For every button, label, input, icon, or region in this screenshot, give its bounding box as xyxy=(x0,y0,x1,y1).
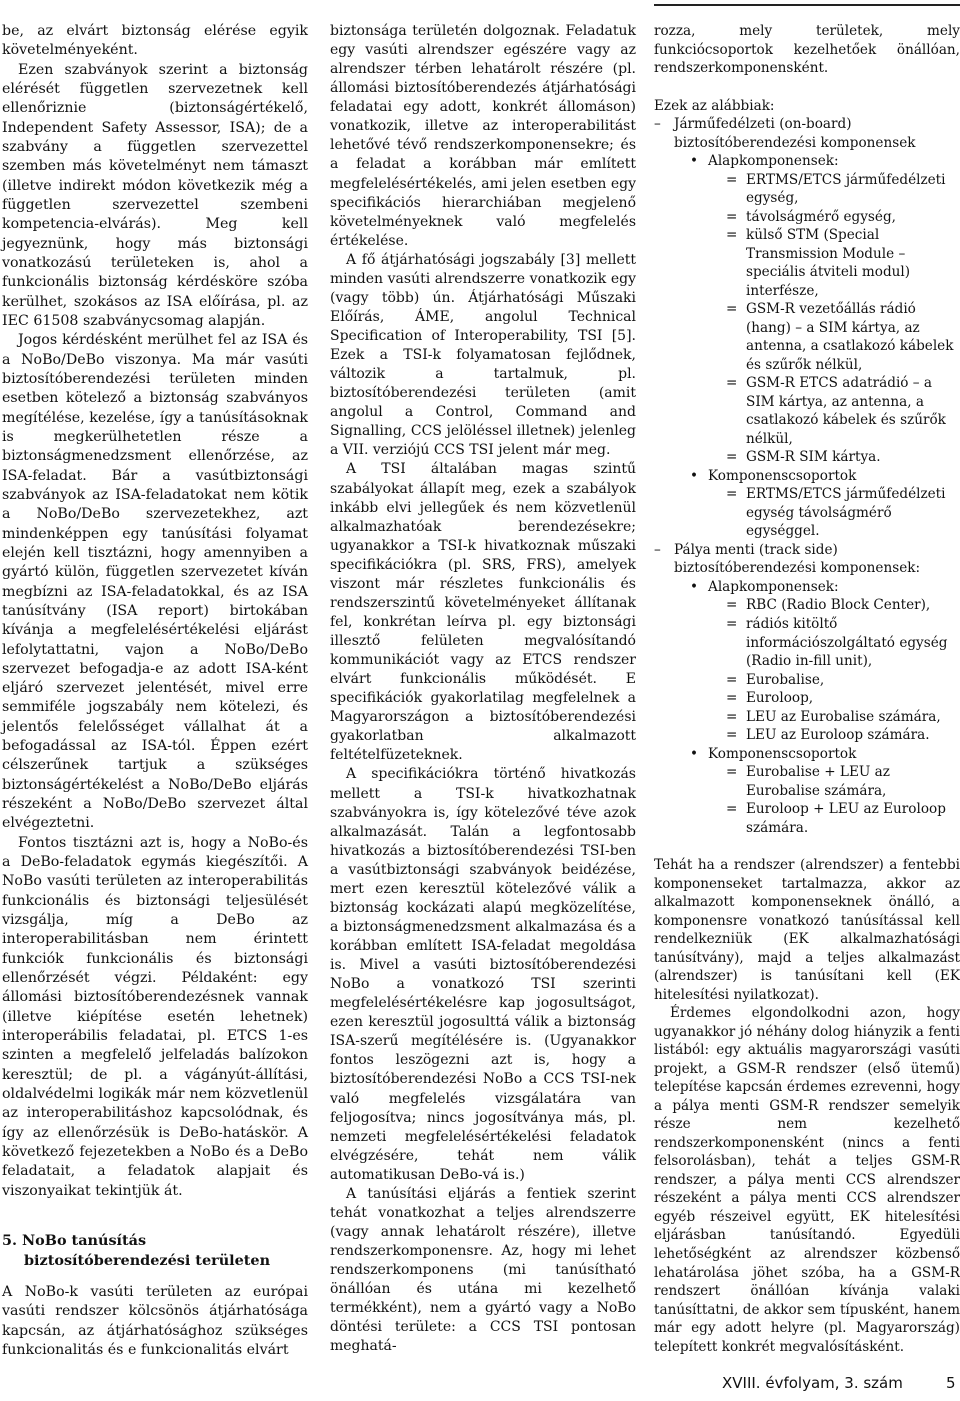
sublist xyxy=(708,596,960,744)
paragraph: Tehát ha a rendszer (alrendszer) a fentebbi komponenseket tartalmazza, akkor az alkalmazott komponenseknek önálló, a komponensre vonatkozó tanúsítással kell rendelkezniük (EK alkalmazhatósági tanúsítvány), majd a teljes alkalmazást (alrendszer) is tanúsítani kell (EK hitelesítési nyilatkozat). xyxy=(654,857,960,1003)
list-item xyxy=(726,300,960,374)
equals-marker: = xyxy=(726,727,738,744)
list-item xyxy=(690,152,960,467)
list-item xyxy=(726,708,960,727)
issue-label: XVIII. évfolyam, 3. szám xyxy=(722,1374,903,1392)
list-item xyxy=(726,448,960,467)
list-item-label: GSM-R vezetőállás rádió (hang) – a SIM kártya, az antenna, a csatlakozó kábelek és szűrők nélkül, xyxy=(746,301,954,373)
paragraph: Érdemes elgondolkodni azon, hogy ugyanakkor jó néhány dolog hiányzik a fenti listából: egy aktuális magyarországi vasúti projekt, a GSM-R rendszer (első ütemű) telepítése kapcsán érdemes ezrevenni, hogy a pálya menti GSM-R rendszer semelyik része nem kezelhető rendszerkomponensként (nincs a fenti felsorolásban), tehát a teljes GSM-R rendszer, a pálya menti CCS alrendszer részeként a pálya menti CCS alrendszer egyéb részeivel együtt, EK hitelesítési eljárásban tanúsítandó. Egyedüli lehetőségként az alrendszer közbenső lehatárolása jöhet szóba, ha a GSM-R rendszert önállóan kívánja valaki tanúsíttatni, de akkor sem típusként, hanem már egy adott helyre (pl. Magyarország) telepített konkrét megvalósításként. xyxy=(654,1005,960,1355)
list-item xyxy=(654,541,960,837)
list-item-label: ERTMS/ETCS járműfedélzeti egység, xyxy=(746,171,946,207)
list-item xyxy=(726,485,960,541)
bullet-marker: • xyxy=(690,153,699,170)
paragraph: Fontos tisztázni azt is, hogy a NoBo-és a DeBo-feladatok egymás kiegészítői. A NoBo vasúti területen az interoperabilitás funkcionális és biztonsági teljesülését vizsgálja, míg a DeBo az interoperabilitásban nem érintett funkciók funkcionális és biztonsági ellenőrzését végzi. Példaként: egy állomási biztosítóberendezésnek vannak (illetve kiépítése esetén lehetnek) interoperábilis feladatai, pl. ETCS 1-es szinten a megfelelő jelfeladás balízokon keresztül; de pl. a vágányút-állítási, oldalvédelmi logikák már nem közvetlenül az interoperabilitáshoz kapcsolódnak, és így az ellenőrzésük is DeBo-hatáskör. A következő fejezetekben a NoBo és a DeBo feladatait, a feladatok alapjait és viszonyaikat tekintjük át. xyxy=(2,834,308,1199)
equals-marker: = xyxy=(726,227,738,244)
sublist xyxy=(708,171,960,467)
paragraph: A TSI általában magas szintű szabályokat állapít meg, ezek a szabályok inkább elvi jellegűek és nem közvetlenül alkalmazhatóak berendezésekre; ugyanakkor a TSI-k hivatkoznak műszaki specifikációkra (pl. SRS, FRS), amelyek viszont már részletes funkcionális és rendszerszintű követelményeket állítanak fel, konkrétan leírva pl. egy biztonsági illesztő felületen megvalósítandó kommunikációt vagy az ETCS rendszer elvárt funkcionális működését. E specifikációk gyakorlatilag megfelelnek a Magyarországon a biztosítóberendezési gyakorlatban alkalmazott feltételfüzeteknek. xyxy=(330,461,636,764)
paragraph: biztonsága területén dolgoznak. Feladatuk egy vasúti alrendszer egészére vagy az alrendszer térben lehatárolt részére (pl. állomási biztosítóberendezés átjárhatósági feladatai egy adott, konkrét állomáson) vonatkozik, illetve az interoperabilitást lehetővé tévő rendszerkomponensekre; és a feladat a korábban már említett megfelelésértékelés, ami jelen esetben egy specifikációs hierarchiában megjelenő követelményeknek való megfelelés értékelése. xyxy=(330,23,636,249)
equals-marker: = xyxy=(726,449,738,466)
list-item xyxy=(690,467,960,541)
list-item xyxy=(726,171,960,208)
list-intro: Ezek az alábbiak: xyxy=(654,97,775,114)
column-2 xyxy=(330,22,636,1356)
list-item xyxy=(654,115,960,541)
dash-marker: – xyxy=(654,116,661,133)
equals-marker: = xyxy=(726,801,738,818)
equals-marker: = xyxy=(726,597,738,614)
equals-marker: = xyxy=(726,171,738,188)
equals-marker: = xyxy=(726,671,738,688)
sublist xyxy=(674,152,960,541)
equals-marker: = xyxy=(726,375,738,392)
list-item xyxy=(690,578,960,745)
equals-marker: = xyxy=(726,764,738,781)
list-item-label: Pálya menti (track side) biztosítóberendezési komponensek: xyxy=(674,541,921,577)
list-item-label: LEU az Euroloop számára. xyxy=(746,727,930,744)
list-item-label: Eurobalise, xyxy=(746,671,825,688)
list-item xyxy=(726,208,960,227)
list-item xyxy=(726,800,960,837)
list-item-label: GSM-R SIM kártya. xyxy=(746,449,881,466)
sublist xyxy=(708,485,960,541)
list-item-label: Komponenscsoportok xyxy=(708,745,857,762)
top-rule xyxy=(654,4,960,6)
list-item-label: RBC (Radio Block Center), xyxy=(746,597,931,614)
column-1 xyxy=(2,22,308,1360)
bullet-marker: • xyxy=(690,578,699,595)
column-3 xyxy=(654,22,960,1356)
bullet-marker: • xyxy=(690,467,699,484)
paragraph: rozza, mely területek, mely funkciócsoportok kezelhetőek önállóan, rendszerkomponensként. xyxy=(654,23,960,77)
list-item-label: Euroloop, xyxy=(746,690,814,707)
equals-marker: = xyxy=(726,486,738,503)
list-item xyxy=(726,596,960,615)
sublist xyxy=(674,578,960,837)
list-item-label: Alapkomponensek: xyxy=(708,578,839,595)
paragraph: A fő átjárhatósági jogszabály [3] mellett minden vasúti alrendszerre vonatkozik egy (vagy több) ún. Átjárhatósági Műszaki Előírás, ÁME, angolul Technical Specification of Interoperability, TSI [5]. Ezek a TSI-k folyamatosan fejlődnek, változik a tartalmuk, pl. biztosítóberendezési területen (amit angolul a Control, Command and Signalling, CCS jelöléssel illetnek) jelenleg a VII. verziójú CCS TSI jelent már meg. xyxy=(330,251,636,459)
dash-marker: – xyxy=(654,541,661,558)
list-item xyxy=(726,671,960,690)
section-heading: 5. NoBo tanúsítás biztosítóberendezési területen xyxy=(2,1232,271,1270)
list-item-label: távolságmérő egység, xyxy=(746,208,896,225)
page-number: 5 xyxy=(946,1374,956,1392)
list-item-label: GSM-R ETCS adatrádió – a SIM kártya, az antenna, a csatlakozó kábelek és szűrők nélkül, xyxy=(746,375,946,447)
list-item xyxy=(726,689,960,708)
list-item-label: Komponenscsoportok xyxy=(708,467,857,484)
list-item-label: külső STM (Special Transmission Module – speciális átviteli modul) interfésze, xyxy=(746,227,911,299)
sublist xyxy=(708,763,960,837)
list-item-label: Eurobalise + LEU az Eurobalise számára, xyxy=(746,764,890,799)
paragraph: A NoBo-k vasúti területen az európai vasúti rendszer kölcsönös átjárhatósága kapcsán, az átjárhatósághoz szükséges funkcionalitás és e funkcionalitás elvárt xyxy=(2,1284,308,1358)
list-item xyxy=(690,745,960,838)
equals-marker: = xyxy=(726,708,738,725)
list-item-label: Alapkomponensek: xyxy=(708,153,839,170)
bullet-marker: • xyxy=(690,745,699,762)
equals-marker: = xyxy=(726,208,738,225)
paragraph: Jogos kérdésként merülhet fel az ISA és a NoBo/DeBo viszonya. Ma már vasúti biztosítóberendezési területen minden esetben kötelező a biztonság szabványos megítélése, kezelése, így a tanúsításoknak is megkerülhetetlen része a biztonságmenedzsment ellenőrzése, az ISA-feladat. Bár a vasútbiztonsági szabványok az ISA-feladatokat nem kötik a NoBo/DeBo szervezetekhez, azt mindenképpen egy tanúsítási folyamat elején kell tisztázni, hogy amennyiben a gyártó külön, független szervezetet kíván megbízni az ISA-feladatokkal, és az ISA tanúsítvány (ISA report) birtokában kívánja a megfelelésértékelési eljárást lefolytattatni, vajon a NoBo/DeBo szervezet befogadja-e az adott ISA-ként eljáró szervezet jelentését, mivel erre semmiféle jogszabály nem kötelezi, és jelentős felelősséget vállalhat át a befogadással az ISA-tól. Éppen ezért célszerűnek tartjuk a szükséges biztonságértékelést a NoBo/DeBo eljárás részeként a NoBo/DeBo szervezet által elvégeztetni. xyxy=(2,332,308,832)
list-item-label: LEU az Eurobalise számára, xyxy=(746,708,941,725)
paragraph: A specifikációkra történő hivatkozás mellett a TSI-k hivatkozhatnak szabványokra is, így kötelezővé téve azok alkalmazását. Talán a legfontosabb hivatkozás a biztosítóberendezési TSI-ben a vasútbiztonsági szabványok beidézése, mert ezen keresztül kötelezővé válik a biztonság kockázati alapú megközelítése, a biztonságmenedzsment alkalmazása és a korábban említett ISA-feladat megoldása is. Mivel a vasúti biztosítóberendezési NoBo a vonatkozó TSI szerinti megfelelésértékelésre kap jogosultságot, ezen keresztül jogosulttá válik a biztonság ISA-szerű megítélésére is. (Ugyanakkor fontos leszögezni azt is, hogy a biztosítóberendezési NoBo a CCS TSI-nek való megfelelés vizsgálatára van feljogosítva; nincs jogosítványa más, pl. nemzeti megfelelésértékelési feladatok elvégzésére, tehát nem válik automatikusan DeBo-vá is.) xyxy=(330,766,636,1183)
paragraph: Ezen szabványok szerint a biztonság elérését független szervezetnek kell ellenőriznie (biztonságértékelő, Independent Safety Assessor, ISA); de a szabvány a független szervezettel szemben más követelményt nem támaszt (illetve indirekt módon következik még a független szervezettel szembeni kompetencia-elvárás). Meg kell jegyeznünk, hogy más biztonsági vonatkozású területeken is, ahol a funkcionális biztonság kérdésköre szóba kerülhet, szokásos az ISA előírása, pl. az IEC 61508 szabványcsomag alapján. xyxy=(2,61,308,329)
component-list xyxy=(654,115,960,837)
paragraph: be, az elvárt biztonság elérése egyik követelményeként. xyxy=(2,23,308,59)
list-item xyxy=(726,615,960,671)
list-item xyxy=(726,374,960,448)
list-item xyxy=(726,763,960,800)
list-item-label: Járműfedélzeti (on-board) biztosítóberendezési komponensek xyxy=(674,116,916,151)
equals-marker: = xyxy=(726,301,738,318)
equals-marker: = xyxy=(726,690,738,707)
list-item-label: rádiós kitöltő információszolgáltató egység (Radio in-fill unit), xyxy=(746,615,948,670)
equals-marker: = xyxy=(726,615,738,632)
list-item xyxy=(726,726,960,745)
list-item xyxy=(726,226,960,300)
paragraph: A tanúsítási eljárás a fentiek szerint tehát vonatkozhat a teljes alrendszerre (vagy annak lehatárolt részére), illetve rendszerkomponensre. Az, hogy mi lehet rendszerkomponens (mi tanúsítható önállóan és utána mi kezelhető termékként), nem a gyártó vagy a NoBo döntési területe: a CCS TSI pontosan meghatá- xyxy=(330,1185,636,1355)
list-item-label: Euroloop + LEU az Euroloop számára. xyxy=(746,801,946,836)
list-item-label: ERTMS/ETCS járműfedélzeti egység távolságmérő egységgel. xyxy=(746,486,946,540)
